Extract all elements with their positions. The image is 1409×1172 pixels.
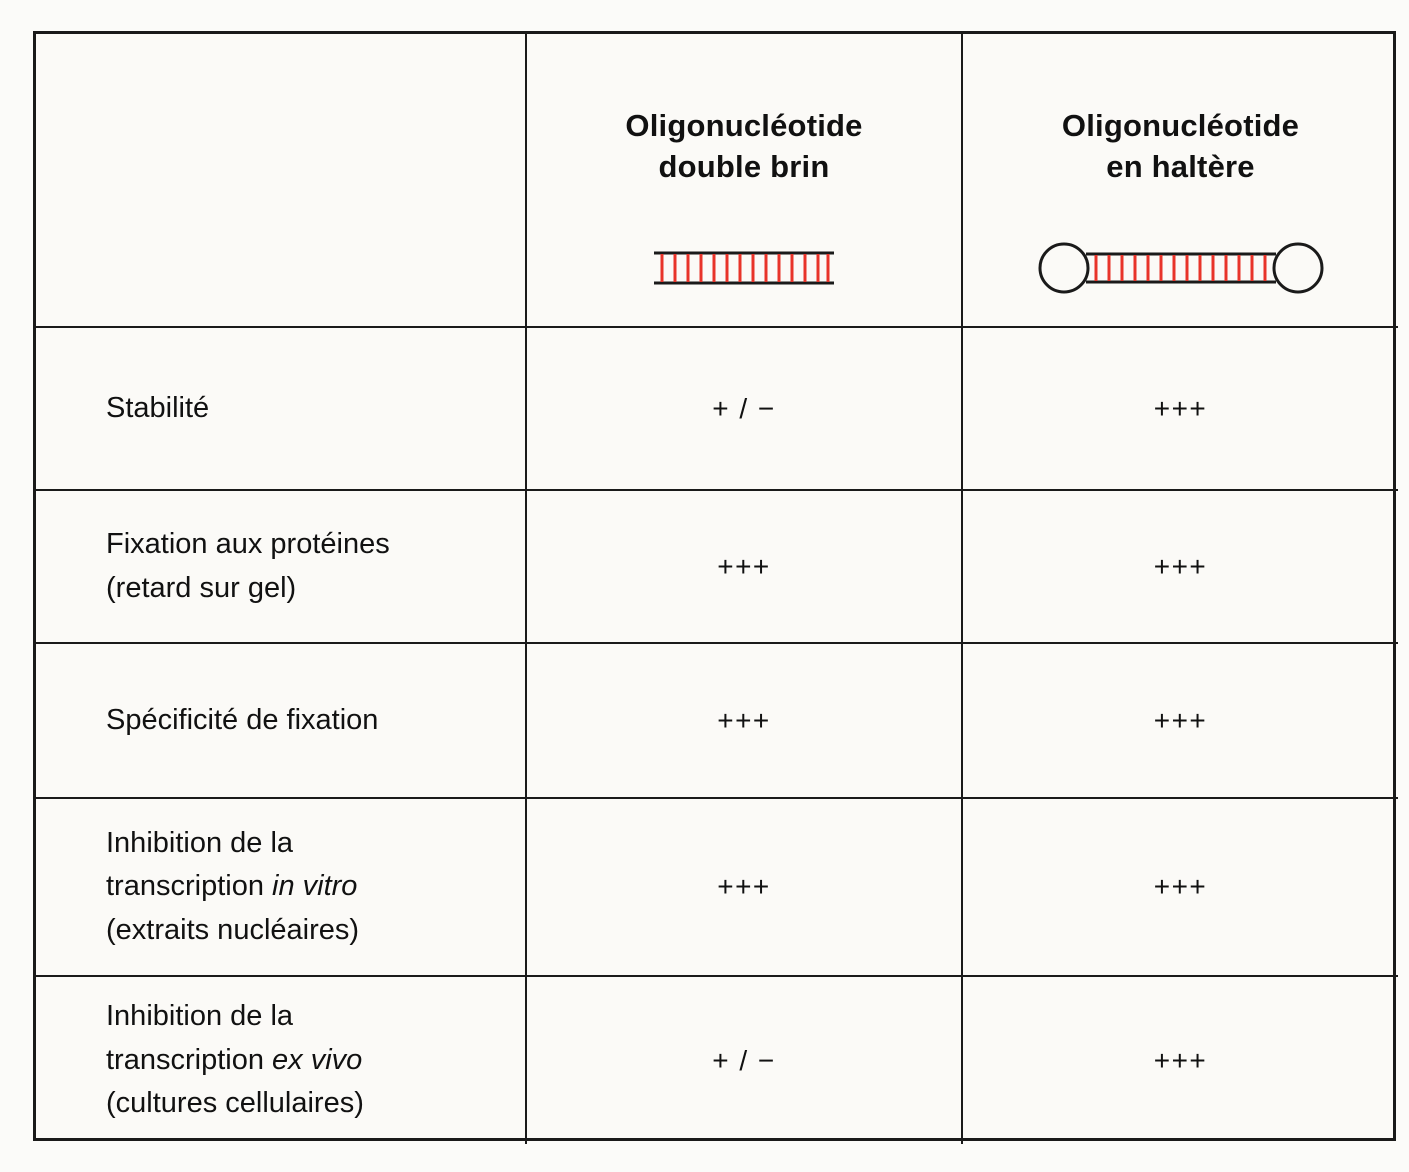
header-cell-empty (36, 34, 526, 327)
table-row (36, 490, 1398, 643)
comparison-table (36, 34, 1398, 1144)
value-fixation-proteines-double-brin: +++ (526, 490, 962, 643)
row-label-fixation-proteines (36, 490, 526, 643)
value-stabilite-double-brin: + / − (526, 327, 962, 490)
row-label-line (106, 865, 509, 909)
double-strand-oligonucleotide-diagram (527, 233, 961, 303)
row-label-inhibition-ex-vivo (36, 976, 526, 1144)
value-specificite-haltere: +++ (962, 643, 1398, 798)
value-inhibition-in-vitro-haltere: +++ (962, 798, 1398, 976)
table-row (36, 798, 1398, 976)
header-cell-double-brin (526, 34, 962, 327)
row-label-line: Fixation aux protéines (106, 528, 390, 560)
table-row (36, 327, 1398, 490)
dumbbell-oligonucleotide-diagram (963, 233, 1398, 303)
table-row (36, 643, 1398, 798)
row-label-line: (retard sur gel) (106, 571, 297, 604)
row-label-text: transcription (106, 870, 273, 903)
value-specificite-double-brin: +++ (526, 643, 962, 798)
row-label-line (106, 1039, 509, 1083)
row-label-line: Stabilité (106, 391, 210, 424)
header-cell-haltere (962, 34, 1398, 327)
value-inhibition-ex-vivo-double-brin: + / − (526, 976, 962, 1144)
value-stabilite-haltere: +++ (962, 327, 1398, 490)
table-row (36, 976, 1398, 1144)
header-line2: en haltère (1106, 148, 1255, 184)
row-label-italic: ex vivo (272, 1043, 363, 1076)
row-label-line: Inhibition de la (106, 826, 294, 859)
header-line1: Oligonucléotide (625, 108, 863, 144)
header-title-double-brin (527, 106, 961, 187)
value-fixation-proteines-haltere: +++ (962, 490, 1398, 643)
row-label-line: Inhibition de la (106, 1000, 294, 1033)
row-label-line: Spécificité de fixation (106, 703, 379, 736)
row-label-specificite-fixation (36, 643, 526, 798)
header-line2: double brin (658, 148, 830, 184)
row-label-stabilite (36, 327, 526, 490)
value-inhibition-in-vitro-double-brin: +++ (526, 798, 962, 976)
row-label-line: (extraits nucléaires) (106, 913, 360, 946)
row-label-italic: in vitro (272, 870, 358, 903)
header-title-haltere (963, 106, 1398, 187)
row-label-text: transcription (106, 1043, 273, 1076)
header-line1: Oligonucléotide (1061, 108, 1300, 144)
comparison-table-container (33, 31, 1396, 1141)
row-label-line: (cultures cellulaires) (106, 1087, 364, 1120)
table-header-row (36, 34, 1398, 327)
row-label-inhibition-in-vitro (36, 798, 526, 976)
value-inhibition-ex-vivo-haltere: +++ (962, 976, 1398, 1144)
